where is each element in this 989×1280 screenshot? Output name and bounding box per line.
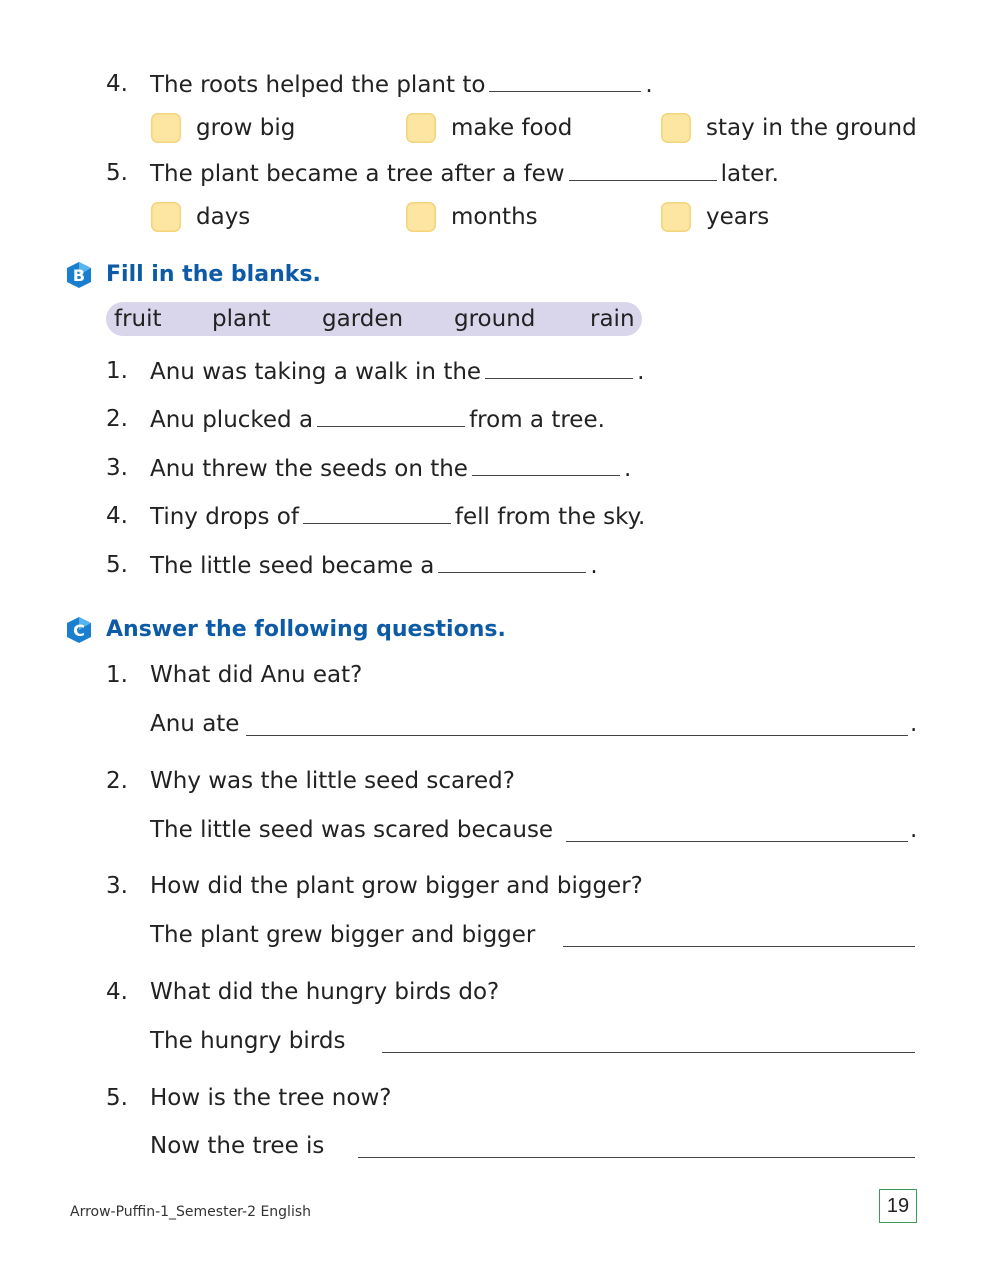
answer-line[interactable] — [563, 946, 915, 947]
option-checkbox[interactable] — [151, 202, 181, 232]
section-b-heading: Fill in the blanks. — [106, 262, 321, 287]
answer-blank[interactable] — [303, 501, 451, 524]
question-text: What did the hungry birds do? — [150, 979, 500, 1005]
option-checkbox[interactable] — [406, 113, 436, 143]
answer-blank[interactable] — [438, 550, 586, 573]
question-number: 4. — [106, 71, 128, 97]
question-text: Why was the little seed scared? — [150, 768, 515, 794]
answer-start: Anu ate — [150, 711, 240, 737]
option-checkbox[interactable] — [406, 202, 436, 232]
answer-start: Now the tree is — [150, 1133, 325, 1159]
option-checkbox[interactable] — [661, 202, 691, 232]
answer-blank[interactable] — [485, 356, 633, 379]
footer-book-title: Arrow-Puffin-1_Semester-2 English — [70, 1204, 312, 1220]
word-bank-item: rain — [590, 306, 635, 332]
answer-blank[interactable] — [489, 69, 641, 92]
word-bank-item: ground — [454, 306, 536, 332]
question-text: How is the tree now? — [150, 1085, 392, 1111]
answer-start: The little seed was scared because — [150, 817, 554, 843]
answer-start: The hungry birds — [150, 1028, 346, 1054]
option-label: days — [196, 204, 251, 230]
answer-blank[interactable] — [317, 404, 465, 427]
word-bank-item: plant — [212, 306, 271, 332]
question-text: The plant became a tree after a few later. — [150, 158, 779, 189]
answer-line[interactable] — [358, 1157, 915, 1158]
svg-text:C: C — [73, 621, 85, 640]
section-c-heading: Answer the following questions. — [106, 617, 506, 642]
option-checkbox[interactable] — [151, 113, 181, 143]
option-label: make food — [451, 115, 573, 141]
section-b-badge-icon — [64, 260, 94, 290]
answer-blank[interactable] — [569, 158, 717, 181]
question-text: How did the plant grow bigger and bigger? — [150, 873, 643, 899]
page-number: 19 — [879, 1189, 917, 1223]
answer-end: . — [910, 817, 918, 843]
answer-blank[interactable] — [472, 453, 620, 476]
word-bank-item: fruit — [114, 306, 162, 332]
answer-start: The plant grew bigger and bigger — [150, 922, 536, 948]
question-text: What did Anu eat? — [150, 662, 363, 688]
option-label: months — [451, 204, 538, 230]
option-label: grow big — [196, 115, 296, 141]
question-text: The roots helped the plant to . — [150, 69, 653, 100]
answer-line[interactable] — [246, 735, 908, 736]
option-label: stay in the ground — [706, 115, 917, 141]
section-c-badge-icon — [64, 615, 94, 645]
answer-line[interactable] — [566, 841, 908, 842]
question-number: 5. — [106, 160, 128, 186]
option-label: years — [706, 204, 770, 230]
word-bank-item: garden — [322, 306, 404, 332]
word-bank — [106, 302, 642, 336]
answer-line[interactable] — [382, 1052, 915, 1053]
option-checkbox[interactable] — [661, 113, 691, 143]
svg-text:B: B — [72, 266, 86, 285]
answer-end: . — [910, 711, 918, 737]
